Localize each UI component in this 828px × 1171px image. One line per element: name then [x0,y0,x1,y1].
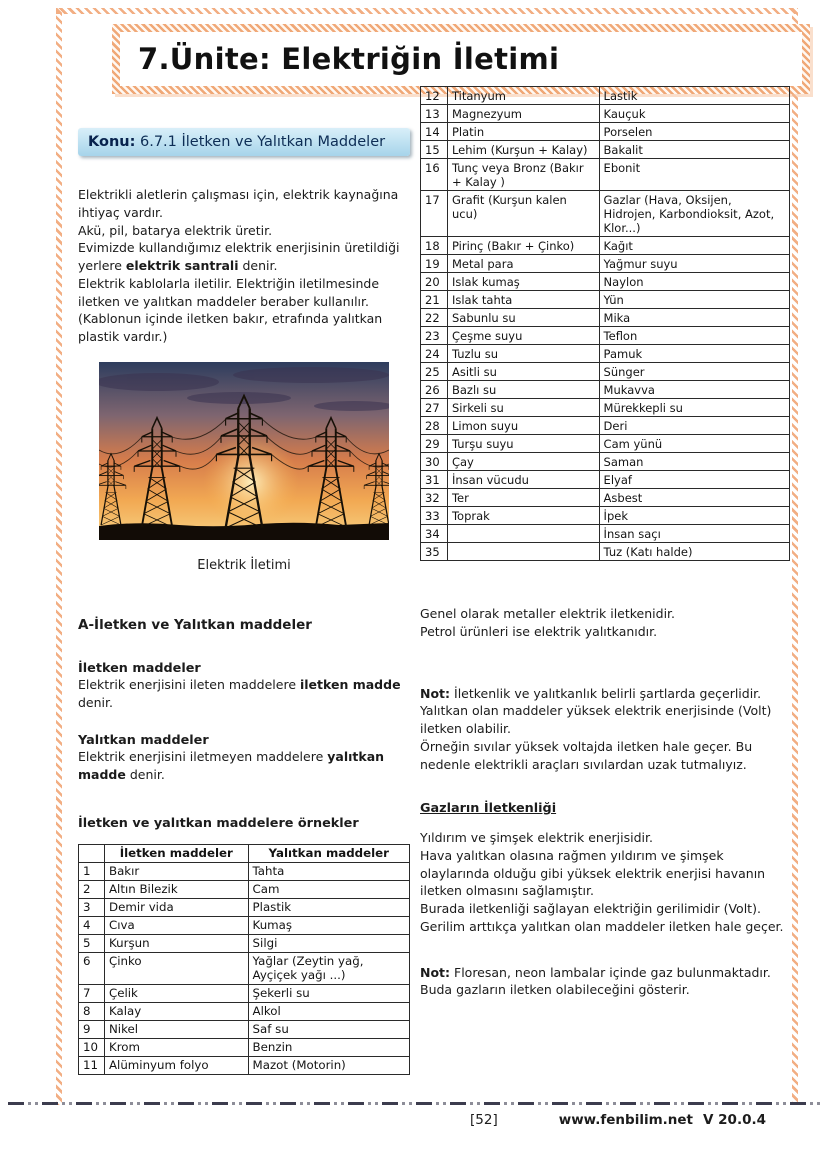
left-column [78,128,410,1075]
row-number-cell: 13 [421,105,448,123]
conductor-cell: Limon suyu [447,417,599,435]
gases-paragraph-4: Gerilim arttıkça yalıtkan olan maddeler iletken hale geçer. [420,918,784,934]
row-number-cell: 24 [421,345,448,363]
row-number-cell: 22 [421,309,448,327]
insulators-def-post: denir. [125,767,165,782]
row-number-cell: 19 [421,255,448,273]
row-number-cell: 10 [79,1038,105,1056]
figure-electric-transmission [78,362,410,544]
note1-line-2: Yalıtkan olan maddeler yüksek elektrik enerjisinde (Volt) iletken olabilir. [420,703,772,736]
row-number-cell: 6 [79,952,105,984]
conductor-cell: Çeşme suyu [447,327,599,345]
insulator-cell: Gazlar (Hava, Oksijen, Hidrojen, Karbondioksit, Azot, Klor...) [599,191,789,237]
gases-paragraph-2: Hava yalıtkan olasına rağmen yıldırım ve şimşek olaylarında olduğu gibi yüksek elektrik enerjisi havanın iletken olmasını sağlamıştır. [420,847,766,899]
conductor-cell: Çinko [104,952,248,984]
example-row [421,273,790,291]
note1-text-1: İletkenlik ve yalıtkanlık belirli şartlarda geçerlidir. [450,685,762,701]
example-row [421,345,790,363]
example-row [421,435,790,453]
intro-paragraph-3 [78,239,410,275]
header-cell-number [79,844,105,862]
row-number-cell: 5 [79,934,105,952]
row-number-cell: 14 [421,123,448,141]
note2-line-1 [420,964,790,982]
intro-paragraph-2: Akü, pil, batarya elektrik üretir. [78,222,273,238]
example-row [421,105,790,123]
row-number-cell: 34 [421,525,448,543]
unit-title-box [112,24,810,94]
row-number-cell: 17 [421,191,448,237]
row-number-cell: 27 [421,399,448,417]
row-number-cell: 28 [421,417,448,435]
conductor-cell: Platin [447,123,599,141]
insulator-cell: Bakalit [599,141,789,159]
example-row [421,291,790,309]
intro-p3-pre: Evimizde kullandığımız elektrik enerjisinin üretildiği yerlere [78,240,400,273]
example-row [421,507,790,525]
intro-p3-bold: elektrik santrali [125,258,239,273]
insulator-cell: Şekerli su [248,984,409,1002]
example-row [421,399,790,417]
example-row [79,984,410,1002]
example-row [421,489,790,507]
example-row [421,543,790,561]
example-row [79,1020,410,1038]
row-number-cell: 21 [421,291,448,309]
example-row [421,87,790,105]
row-number-cell: 29 [421,435,448,453]
conductor-cell: Metal para [447,255,599,273]
right-column [420,86,790,999]
row-number-cell: 15 [421,141,448,159]
conductor-cell: Toprak [447,507,599,525]
intro-block [78,186,410,346]
conductors-def-post: denir. [78,694,113,710]
example-row [79,1002,410,1020]
conductor-cell: Çelik [104,984,248,1002]
example-row [421,417,790,435]
insulator-cell: Ebonit [599,159,789,191]
insulator-cell: Mürekkepli su [599,399,789,417]
note1-line-1 [420,685,790,703]
conductor-cell [447,525,599,543]
example-row [79,934,410,952]
note2-text-1: Floresan, neon lambalar içinde gaz bulunmaktadır. [450,964,771,980]
example-row [421,191,790,237]
row-number-cell: 25 [421,363,448,381]
gases-heading: Gazların İletkenliği [420,801,557,817]
example-row [79,898,410,916]
example-row [79,862,410,880]
row-number-cell: 9 [79,1020,105,1038]
conductor-cell: Cıva [104,916,248,934]
conductor-cell: Titanyum [447,87,599,105]
conductor-cell: Islak kumaş [447,273,599,291]
insulator-cell: Tuz (Katı halde) [599,543,789,561]
topic-label: Konu: [88,134,136,150]
row-number-cell: 16 [421,159,448,191]
insulator-cell: Naylon [599,273,789,291]
row-number-cell: 35 [421,543,448,561]
note1-line-3: Örneğin sıvılar yüksek voltajda iletken hale geçer. Bu nedenle elektrikli araçları sıvılardan uzak tutmalıyız. [420,738,753,772]
example-row [421,381,790,399]
example-row [79,952,410,984]
insulators-def-bold: yalıtkan madde [78,749,385,782]
example-row [79,1056,410,1074]
conductor-cell: Sirkeli su [447,399,599,417]
conductors-def-bold: iletken madde [299,676,401,692]
intro-paragraph-1: Elektrikli aletlerin çalışması için, elektrik kaynağına ihtiyaç vardır. [78,187,399,220]
topic-banner [78,128,410,156]
conductor-cell: Kurşun [104,934,248,952]
footer-divider [8,1102,820,1105]
insulator-cell: Teflon [599,327,789,345]
unit-title: 7.Ünite: Elektriğin İletimi [138,42,560,76]
section-a-title: A-İletken ve Yalıtkan maddeler [78,616,312,633]
example-row [421,525,790,543]
row-number-cell: 26 [421,381,448,399]
conductor-cell: Tuzlu su [447,345,599,363]
note-block-1 [420,685,790,774]
conductor-cell: Demir vida [104,898,248,916]
insulators-definition [78,748,410,784]
row-number-cell: 12 [421,87,448,105]
examples-table-header-row [79,844,410,862]
insulator-cell: İnsan saçı [599,525,789,543]
figure-caption: Elektrik İletimi [197,557,291,573]
row-number-cell: 1 [79,862,105,880]
conductors-definition [78,676,410,712]
insulator-cell: Yağlar (Zeytin yağ, Ayçiçek yağı ...) [248,952,409,984]
row-number-cell: 4 [79,916,105,934]
example-row [421,255,790,273]
example-row [421,309,790,327]
page-border-top [56,8,798,14]
row-number-cell: 30 [421,453,448,471]
insulator-cell: Silgi [248,934,409,952]
note2-line-2: Buda gazların iletken olabileceğini gösterir. [420,982,690,998]
insulator-cell: Asbest [599,489,789,507]
note2-label: Not: [420,964,451,980]
intro-paragraph-4: Elektrik kablolarla iletilir. Elektriğin iletilmesinde iletken ve yalıtkan maddeler beraber kullanılır. (Kablonun içinde iletken bakır, etrafında yalıtkan plastik vardır.) [78,275,383,344]
conductors-def-pre: Elektrik enerjisini ileten maddelere [78,676,300,692]
example-row [421,363,790,381]
insulator-cell: Lastik [599,87,789,105]
examples-table-right [420,86,790,561]
insulator-cell: Kauçuk [599,105,789,123]
site-url: www.fenbilim.net [558,1112,694,1128]
note-block-2 [420,964,790,1000]
insulator-cell: Plastik [248,898,409,916]
example-row [421,159,790,191]
header-cell-conductors: İletken maddeler [104,844,248,862]
insulator-cell: Porselen [599,123,789,141]
insulator-cell: Cam yünü [599,435,789,453]
insulators-heading: Yalıtkan maddeler [78,733,209,749]
conductor-cell: Kalay [104,1002,248,1020]
insulator-cell: İpek [599,507,789,525]
conductor-cell: Islak tahta [447,291,599,309]
insulator-cell: Yağmur suyu [599,255,789,273]
insulator-cell: Yün [599,291,789,309]
gases-paragraph-3: Burada iletkenliği sağlayan elektriğin gerilimidir (Volt). [420,901,761,917]
conductor-cell: Asitli su [447,363,599,381]
conductor-cell [447,543,599,561]
row-number-cell: 3 [79,898,105,916]
insulators-def-pre: Elektrik enerjisini iletmeyen maddelere [78,749,328,765]
examples-table-left [78,844,410,1075]
page-border-left [56,8,62,1105]
transmission-towers-photo [99,362,389,540]
example-row [421,123,790,141]
row-number-cell: 7 [79,984,105,1002]
conductor-cell: Magnezyum [447,105,599,123]
conductor-cell: Grafit (Kurşun kalen ucu) [447,191,599,237]
example-row [421,141,790,159]
insulator-cell: Sünger [599,363,789,381]
conductor-cell: Turşu suyu [447,435,599,453]
conductor-cell: Çay [447,453,599,471]
conductor-cell: Sabunlu su [447,309,599,327]
row-number-cell: 32 [421,489,448,507]
insulator-cell: Mukavva [599,381,789,399]
topic-title: 6.7.1 İletken ve Yalıtkan Maddeler [135,134,386,150]
page-border-right [792,8,798,1105]
example-row [421,327,790,345]
conductor-cell: Altın Bilezik [104,880,248,898]
conductor-cell: Lehim (Kurşun + Kalay) [447,141,599,159]
insulator-cell: Deri [599,417,789,435]
row-number-cell: 20 [421,273,448,291]
conductor-cell: Tunç veya Bronz (Bakır + Kalay ) [447,159,599,191]
conductor-cell: Nikel [104,1020,248,1038]
insulator-cell: Kumaş [248,916,409,934]
insulator-cell: Benzin [248,1038,409,1056]
insulator-cell: Saman [599,453,789,471]
insulator-cell: Cam [248,880,409,898]
conductor-cell: Pirinç (Bakır + Çinko) [447,237,599,255]
conductor-cell: İnsan vücudu [447,471,599,489]
version-label: V 20.0.4 [703,1112,766,1128]
insulator-cell: Mazot (Motorin) [248,1056,409,1074]
footer-site-info [559,1112,766,1128]
insulator-cell: Pamuk [599,345,789,363]
example-row [421,453,790,471]
general-note-2: Petrol ürünleri ise elektrik yalıtkanıdır. [420,623,658,639]
conductors-heading: İletken maddeler [78,660,201,676]
examples-heading: İletken ve yalıtkan maddelere örnekler [78,815,359,831]
example-row [421,471,790,489]
row-number-cell: 23 [421,327,448,345]
conductor-cell: Bazlı su [447,381,599,399]
row-number-cell: 33 [421,507,448,525]
insulator-cell: Mika [599,309,789,327]
insulator-cell: Alkol [248,1002,409,1020]
insulator-cell: Tahta [248,862,409,880]
page-number: [52] [470,1112,498,1128]
row-number-cell: 18 [421,237,448,255]
header-cell-insulators: Yalıtkan maddeler [248,844,409,862]
example-row [421,237,790,255]
intro-p3-post: denir. [238,258,278,273]
conductor-cell: Alüminyum folyo [104,1056,248,1074]
row-number-cell: 8 [79,1002,105,1020]
row-number-cell: 11 [79,1056,105,1074]
example-row [79,1038,410,1056]
insulator-cell: Kağıt [599,237,789,255]
row-number-cell: 31 [421,471,448,489]
conductor-cell: Bakır [104,862,248,880]
example-row [79,880,410,898]
example-row [79,916,410,934]
gases-paragraph-1: Yıldırım ve şimşek elektrik enerjisidir. [420,830,653,846]
general-note-1: Genel olarak metaller elektrik iletkenidir. [420,606,676,621]
note1-label: Not: [420,685,451,701]
insulator-cell: Elyaf [599,471,789,489]
conductor-cell: Krom [104,1038,248,1056]
conductor-cell: Ter [447,489,599,507]
row-number-cell: 2 [79,880,105,898]
insulator-cell: Saf su [248,1020,409,1038]
